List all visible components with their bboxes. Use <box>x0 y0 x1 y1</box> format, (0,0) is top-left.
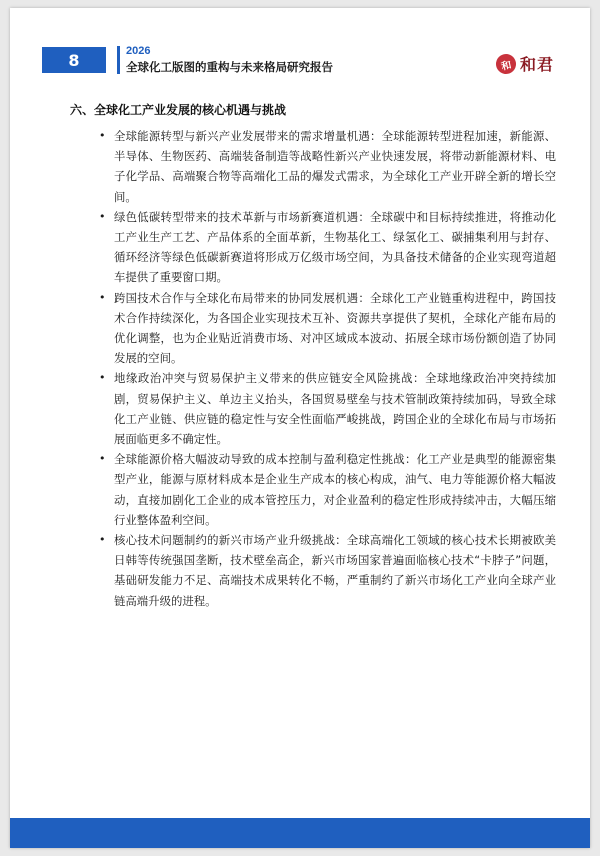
list-item <box>58 449 556 530</box>
company-logo <box>496 52 554 75</box>
bullet-icon: • <box>99 209 106 223</box>
header-year: 2026 <box>126 45 151 57</box>
list-item-text: 全球能源转型与新兴产业发展带来的需求增量机遇：全球能源转型进程加速，新能源、半导体、生物医药、高端装备制造等战略性新兴产业快速发展，将带动新能源材料、电子化学品、高端聚合物等高端化工品的爆发式需求，为全球化工产业开辟全新的增长空间。 <box>114 129 556 204</box>
bullet-icon: • <box>99 533 106 547</box>
logo-seal-icon: 和 <box>494 52 518 76</box>
list-item <box>58 126 556 207</box>
bullet-list <box>58 126 556 611</box>
list-item <box>58 368 556 449</box>
bullet-icon: • <box>99 452 106 466</box>
main-content <box>58 100 556 611</box>
footer-bar <box>10 818 590 848</box>
page-number: 8 <box>42 47 106 73</box>
bullet-icon: • <box>99 290 106 304</box>
list-item-text: 绿色低碳转型带来的技术革新与市场新赛道机遇：全球碳中和目标持续推进，将推动化工产业生产工艺、产品体系的全面革新，生物基化工、绿氢化工、碳捕集利用与封存、循环经济等绿色低碳新赛道将形成万亿级市场空间，为具备技术储备的企业实现弯道超车提供了重要窗口期。 <box>114 209 556 285</box>
report-title: 全球化工版图的重构与未来格局研究报告 <box>126 60 333 74</box>
list-item <box>58 207 556 288</box>
document-page <box>10 8 590 848</box>
list-item <box>58 288 556 369</box>
section-title: 六、全球化工产业发展的核心机遇与挑战 <box>70 103 287 117</box>
list-item <box>58 530 556 611</box>
list-item-text: 地缘政治冲突与贸易保护主义带来的供应链安全风险挑战：全球地缘政治冲突持续加剧，贸易保护主义、单边主义抬头，各国贸易壁垒与技术管制政策持续加码，导致全球化工产业链、供应链的稳定性与安全性面临严峻挑战，跨国企业的全球化布局与市场拓展面临更多不确定性。 <box>114 371 556 447</box>
logo-text: 和君 <box>520 55 555 74</box>
bullet-icon: • <box>99 129 106 142</box>
bullet-icon: • <box>99 371 106 385</box>
list-item-text: 全球能源价格大幅波动导致的成本控制与盈利稳定性挑战：化工产业是典型的能源密集型产业，能源与原材料成本是企业生产成本的核心构成，油气、电力等能源价格大幅波动，直接加剧化工企业的成本管控压力，对企业盈利的稳定性形成持续冲击，大幅压缩行业整体盈利空间。 <box>114 452 556 527</box>
list-item-text: 核心技术问题制约的新兴市场产业升级挑战：全球高端化工领域的核心技术长期被欧美日韩等传统强国垄断，技术壁垒高企，新兴市场国家普遍面临核心技术“卡脖子”问题，基础研发能力不足、高端技术成果转化不畅，严重制约了新兴市场化工产业向全球产业链高端升级的进程。 <box>114 533 556 608</box>
list-item-text: 跨国技术合作与全球化布局带来的协同发展机遇：全球化工产业链重构进程中，跨国技术合作持续深化，为各国企业实现技术互补、资源共享提供了契机，全球化产能布局的优化调整，也为企业贴近消费市场、对冲区域成本波动、拓展全球市场份额创造了协同发展的空间。 <box>114 290 556 366</box>
header-divider <box>117 46 120 74</box>
